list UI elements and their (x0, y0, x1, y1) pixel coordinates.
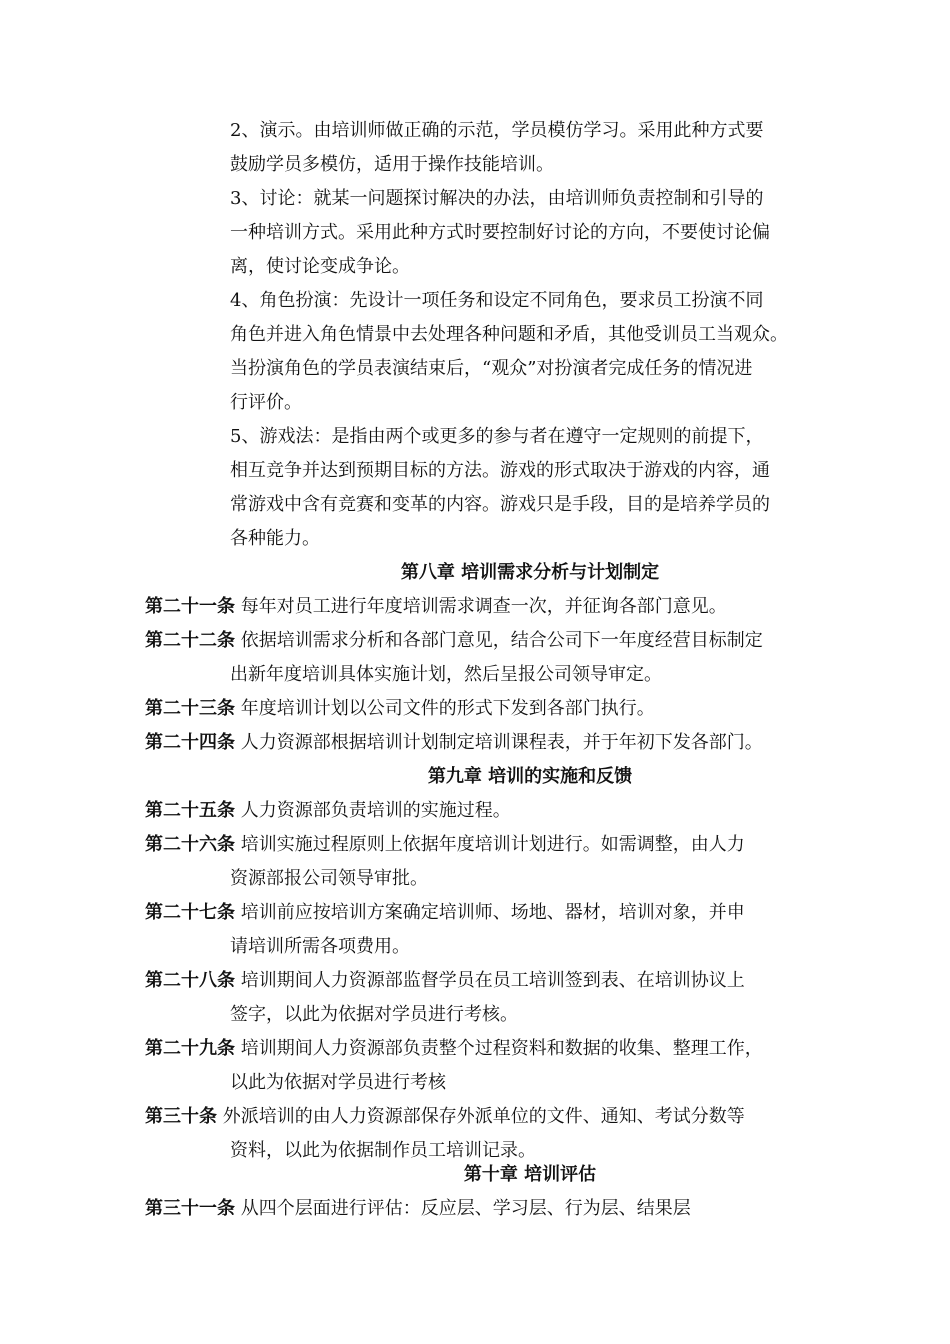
article-29-number: 第二十九条 (145, 1038, 235, 1059)
article-26-text: 培训实施过程原则上依据年度培训计划进行。如需调整，由人力 (240, 834, 745, 855)
method-4-line-2: 角色并进入角色情景中去处理各种问题和矛盾，其他受训员工当观众。 (230, 324, 788, 345)
article-21-text: 每年对员工进行年度培训需求调查一次，并征询各部门意见。 (240, 596, 727, 617)
chapter-8-title: 第八章 培训需求分析与计划制定 (400, 562, 660, 583)
article-29-continuation: 以此为依据对学员进行考核 (230, 1072, 446, 1093)
article-23 (145, 692, 655, 726)
article-24-number: 第二十四条 (145, 732, 235, 753)
method-5-line-1: 5、游戏法：是指由两个或更多的参与者在遵守一定规则的前提下， (230, 426, 764, 447)
chapter-10-title: 第十章 培训评估 (463, 1164, 597, 1185)
article-21-number: 第二十一条 (145, 596, 235, 617)
article-23-number: 第二十三条 (145, 698, 235, 719)
article-24 (145, 726, 763, 760)
method-2-line-1: 2、演示。由培训师做正确的示范，学员模仿学习。采用此种方式要 (230, 120, 764, 141)
method-4-line-1: 4、角色扮演：先设计一项任务和设定不同角色，要求员工扮演不同 (230, 290, 764, 311)
article-28-continuation: 签字，以此为依据对学员进行考核。 (230, 1004, 518, 1025)
article-29 (145, 1032, 763, 1066)
method-2-line-2: 鼓励学员多模仿，适用于操作技能培训。 (230, 154, 554, 175)
method-4-line-3: 当扮演角色的学员表演结束后，“观众”对扮演者完成任务的情况进 (230, 358, 753, 379)
article-27 (145, 896, 745, 930)
method-5-line-4: 各种能力。 (230, 528, 320, 549)
article-26-number: 第二十六条 (145, 834, 235, 855)
article-26 (145, 828, 745, 862)
article-27-text: 培训前应按培训方案确定培训师、场地、器材，培训对象，并申 (240, 902, 745, 923)
method-5-line-2: 相互竞争并达到预期目标的方法。游戏的形式取决于游戏的内容，通 (230, 460, 770, 481)
article-22 (145, 624, 763, 658)
article-30-text: 外派培训的由人力资源部保存外派单位的文件、通知、考试分数等 (222, 1106, 745, 1127)
article-28 (145, 964, 745, 998)
article-31 (145, 1192, 691, 1226)
article-29-text: 培训期间人力资源部负责整个过程资料和数据的收集、整理工作， (240, 1038, 763, 1059)
article-28-text: 培训期间人力资源部监督学员在员工培训签到表、在培训协议上 (240, 970, 745, 991)
article-25-text: 人力资源部负责培训的实施过程。 (240, 800, 511, 821)
article-24-text: 人力资源部根据培训计划制定培训课程表，并于年初下发各部门。 (240, 732, 763, 753)
article-27-continuation: 请培训所需各项费用。 (230, 936, 410, 957)
method-4-line-4: 行评价。 (230, 392, 302, 413)
article-27-number: 第二十七条 (145, 902, 235, 923)
article-22-number: 第二十二条 (145, 630, 235, 651)
method-5-line-3: 常游戏中含有竞赛和变革的内容。游戏只是手段，目的是培养学员的 (230, 494, 770, 515)
article-30 (145, 1100, 745, 1134)
article-22-continuation: 出新年度培训具体实施计划，然后呈报公司领导审定。 (230, 664, 662, 685)
article-25 (145, 794, 511, 828)
article-22-text: 依据培训需求分析和各部门意见，结合公司下一年度经营目标制定 (240, 630, 763, 651)
article-31-text: 从四个层面进行评估：反应层、学习层、行为层、结果层 (240, 1198, 691, 1219)
article-28-number: 第二十八条 (145, 970, 235, 991)
method-3-line-2: 一种培训方式。采用此种方式时要控制好讨论的方向，不要使讨论偏 (230, 222, 770, 243)
chapter-9-title: 第九章 培训的实施和反馈 (427, 766, 633, 787)
article-30-continuation: 资料，以此为依据制作员工培训记录。 (230, 1140, 536, 1161)
method-3-line-3: 离，使讨论变成争论。 (230, 256, 410, 277)
method-3-line-1: 3、讨论：就某一问题探讨解决的办法，由培训师负责控制和引导的 (230, 188, 764, 209)
article-21 (145, 590, 727, 624)
article-25-number: 第二十五条 (145, 800, 235, 821)
article-30-number: 第三十条 (145, 1106, 217, 1127)
article-31-number: 第三十一条 (145, 1198, 235, 1219)
article-26-continuation: 资源部报公司领导审批。 (230, 868, 428, 889)
article-23-text: 年度培训计划以公司文件的形式下发到各部门执行。 (240, 698, 655, 719)
